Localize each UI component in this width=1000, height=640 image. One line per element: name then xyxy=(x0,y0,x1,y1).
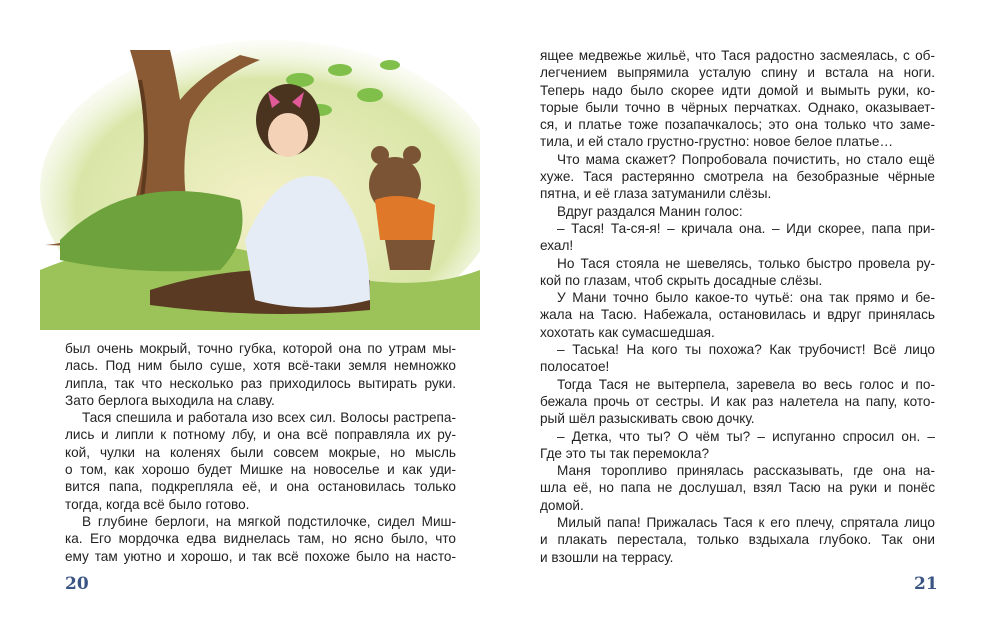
text-line: ехал! xyxy=(540,238,574,254)
illustration-girl-building-bear-den xyxy=(40,40,480,330)
page-number-left: 20 xyxy=(65,574,89,594)
paragraph xyxy=(540,255,935,290)
text-line: вится папа, подкрепляла её, и она остановилась только xyxy=(65,479,456,495)
text-line: Вдруг раздался Манин голос: xyxy=(557,203,743,219)
paragraph xyxy=(540,47,935,151)
text-line: кой, чулки на коленях были совсем мокрые, но мысль xyxy=(65,444,456,460)
text-line: пятна, и её глаза затуманили слёзы. xyxy=(540,186,772,202)
text-line: – Детка, что ты? О чём ты? – испуганно спросил он. – xyxy=(557,428,935,444)
text-line: рый шёл разыскивать свою дочку. xyxy=(540,411,755,427)
text-line: жала на Тасю. Набежала, остановилась и вдруг принялась xyxy=(540,307,935,323)
text-line: Милый папа! Прижалась Тася к его плечу, спрятала лицо xyxy=(557,515,935,531)
text-line: тогда, когда всё было готово. xyxy=(65,496,250,512)
paragraph xyxy=(540,341,935,376)
paragraph xyxy=(540,428,935,463)
text-line: хуже. Тася растерянно смотрела на безобразные чёрные xyxy=(540,169,935,185)
text-line: Тася спешила и работала изо всех сил. Волосы растрепа- xyxy=(82,410,456,426)
paragraph xyxy=(540,514,935,566)
text-line: лась. Под ним было суше, хотя всё-таки земля немножко xyxy=(65,358,456,374)
text-line: Теперь надо было скорее идти домой и вымыть руки, ко- xyxy=(540,82,935,98)
text-line: Зато берлога выходила на славу. xyxy=(65,392,275,408)
paragraph xyxy=(540,289,935,341)
right-page xyxy=(500,0,1000,640)
text-line: шла её, но папа не дослушал, взял Тасю на руки и понёс xyxy=(540,480,935,496)
text-line: В глубине берлоги, на мягкой подстилочке, сидел Миш- xyxy=(82,513,456,529)
paragraph xyxy=(540,462,935,514)
paragraph xyxy=(540,376,935,428)
text-line: Маня торопливо принялась рассказывать, где она на- xyxy=(557,463,935,479)
text-line: и плакать перестала, только вздыхала глубоко. Так они xyxy=(540,532,935,548)
text-line: – Тася! Та-ся-я! – кричала она. – Иди скорее, папа при- xyxy=(557,220,935,236)
text-line: полосатое! xyxy=(540,359,610,375)
text-line: ка. Его мордочка едва виднелась там, но ясно было, что xyxy=(65,531,456,547)
page-number-right: 21 xyxy=(914,574,938,594)
text-line: бежала прочь от сестры. И как раз налетела на папу, кото- xyxy=(540,393,935,409)
text-line: лись и липли к потному лбу, и она всё поправляла их ру- xyxy=(65,427,456,443)
text-line: Что мама скажет? Попробовала почистить, но стало ещё xyxy=(557,151,935,167)
text-line: легчением выпрямила усталую спину и встала на ноги. xyxy=(540,65,935,81)
paragraph xyxy=(540,220,935,255)
text-line: У Мани точно было какое-то чутьё: она так прямо и бе- xyxy=(557,290,935,306)
text-line: ящее медвежье жильё, что Тася радостно засмеялась, с об- xyxy=(540,48,935,63)
text-line: о том, как хорошо будет Мишке на новоселье и как уди- xyxy=(65,462,456,478)
text-line: торые были точно в чёрных перчатках. Однако, оказывает- xyxy=(540,99,935,115)
text-line: ся, и платье тоже позапачкалось; это она только что заме- xyxy=(540,117,935,133)
text-line: Но Тася стояла не шевелясь, только быстро провела ру- xyxy=(557,255,935,271)
text-line: липла, так что несколько раз приходилось вытирать руки. xyxy=(65,375,456,391)
text-line: кой по глазам, чтоб скрыть досадные слёзы. xyxy=(540,272,823,288)
text-line: был очень мокрый, точно губка, которой она по утрам мы- xyxy=(65,341,456,356)
paragraph xyxy=(65,340,456,409)
paragraph xyxy=(65,409,456,513)
text-line: Где это ты так перемокла? xyxy=(540,445,709,461)
text-line: домой. xyxy=(540,497,584,513)
paragraph xyxy=(540,203,935,220)
text-line: – Таська! На кого ты похожа? Как трубочист! Всё лицо xyxy=(557,342,935,358)
text-line: Тогда Тася не вытерпела, заревела во весь голос и по- xyxy=(557,376,935,392)
text-line: тила, и ей стало грустно-грустно: новое белое платье… xyxy=(540,134,894,150)
left-page-text xyxy=(65,340,456,565)
text-line: хохотать как сумасшедшая. xyxy=(540,324,715,340)
paragraph xyxy=(540,151,935,203)
text-line: и взошли на террасу. xyxy=(540,549,674,565)
paragraph xyxy=(65,513,456,565)
right-page-text xyxy=(540,47,935,566)
text-line: ему там уютно и хорошо, и так всё похоже было на насто- xyxy=(65,548,456,564)
